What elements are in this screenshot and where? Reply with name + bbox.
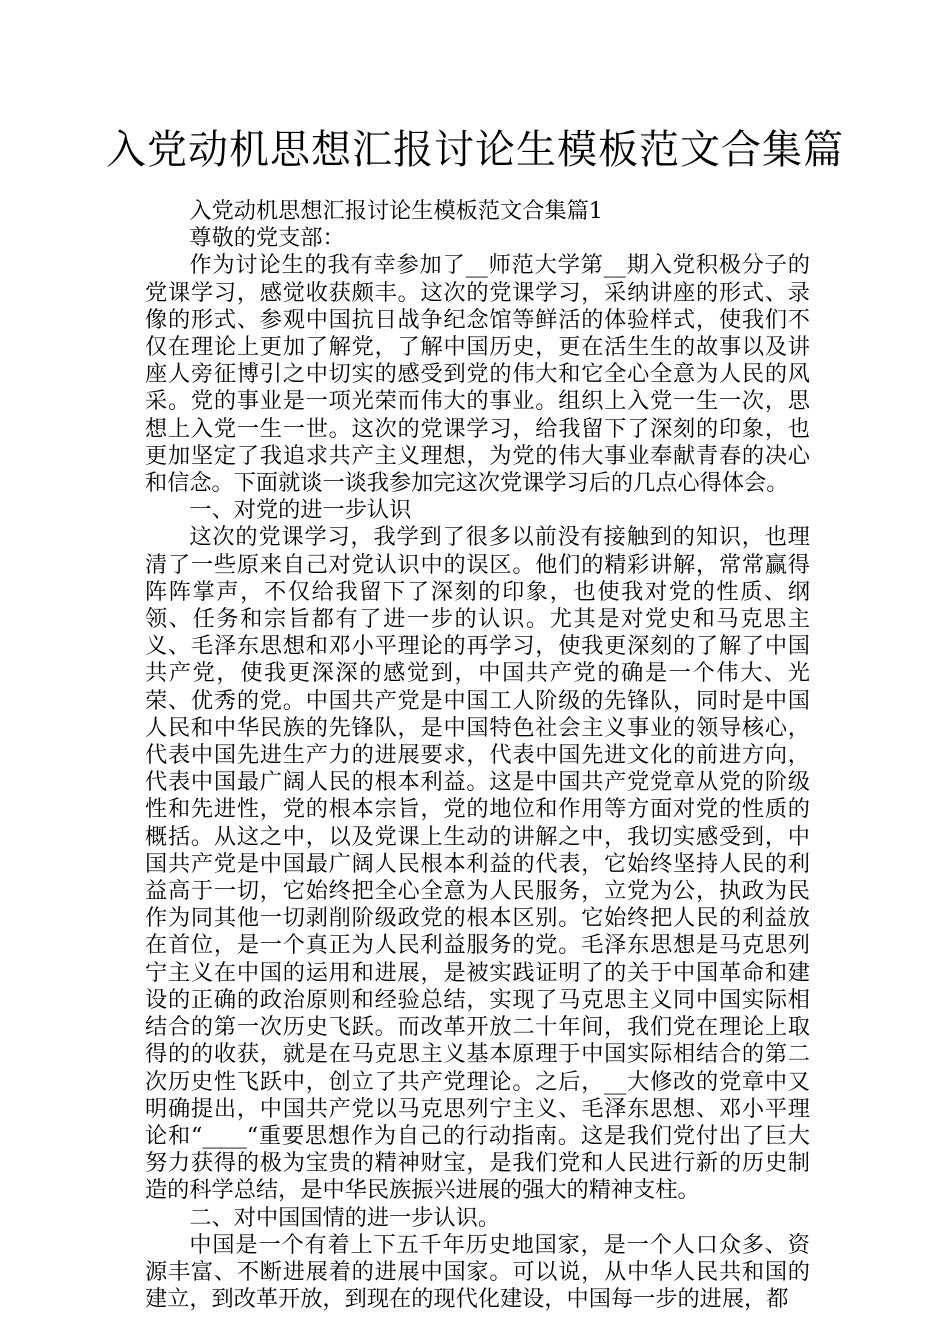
section-2-paragraph: 中国是一个有着上下五千年历史地国家，是一个人口众多、资源丰富、不断进展着的进展中国家。可以说，从中华人民共和国的建立，到改革开放，到现在的现代化建设，中国每一步的进展，都 xyxy=(145,1231,810,1313)
section-heading-2: 二、对中国国情的进一步认识。 xyxy=(189,1204,501,1231)
section-heading-1: 一、对党的进一步认识 xyxy=(189,497,412,524)
document-title: 入党动机思想汇报讨论生模板范文合集篇 xyxy=(106,127,844,173)
document-body xyxy=(145,198,810,1313)
section-1-paragraph: 这次的党课学习，我学到了很多以前没有接触到的知识，也理清了一些原来自己对党认识中的误区。他们的精彩讲解，常常赢得阵阵掌声，不仅给我留下了深刻的印象，也使我对党的性质、纲领、任务和宗旨都有了进一步的认识。尤其是对党史和马克思主义、毛泽东思想和邓小平理论的再学习，使我更深刻的了解了中国共产党，使我更深深的感觉到，中国共产党的确是一个伟大、光荣、优秀的党。中国共产党是中国工人阶级的先锋队，同时是中国人民和中华民族的先锋队，是中国特色社会主义事业的领导核心，代表中国先进生产力的进展要求，代表中国先进文化的前进方向，代表中国最广阔人民的根本利益。这是中国共产党党章从党的阶级性和先进性，党的根本宗旨，党的地位和作用等方面对党的性质的概括。从这之中，以及党课上生动的讲解之中，我切实感受到，中国共产党是中国最广阔人民根本利益的代表，它始终坚持人民的利益高于一切，它始终把全心全意为人民服务，立党为公，执政为民作为同其他一切剥削阶级政党的根本区别。它始终把人民的利益放在首位，是一个真正为人民利益服务的党。毛泽东思想是马克思列宁主义在中国的运用和进展，是被实践证明了的关于中国革命和建设的正确的政治原则和经验总结，实现了马克思主义同中国实际相结合的第一次历史飞跃。而改革开放二十年间，我们党在理论上取得的的收获，就是在马克思主义基本原理于中国实际相结合的第二次历史性飞跃中，创立了共产党理论。之后，__大修改的党章中又明确提出，中国共产党以马克思列宁主义、毛泽东思想、邓小平理论和“____“重要思想作为自己的行动指南。这是我们党付出了巨大努力获得的极为宝贵的精神财宝，是我们党和人民进行新的历史制造的科学总结，是中华民族振兴进展的强大的精神支柱。 xyxy=(145,524,810,1204)
subtitle-paragraph: 入党动机思想汇报讨论生模板范文合集篇1 xyxy=(189,198,603,224)
intro-paragraph: 作为讨论生的我有幸参加了__师范大学第__期入党积极分子的党课学习，感觉收获颇丰。这次的党课学习，采纳讲座的形式、录像的形式、参观中国抗日战争纪念馆等鲜活的体验样式，使我们不仅在理论上更加了解党，了解中国历史，更在活生生的故事以及讲座人旁征博引之中切实的感受到党的伟大和它全心全意为人民的风采。党的事业是一项光荣而伟大的事业。组织上入党一生一次，思想上入党一生一世。这次的党课学习，给我留下了深刻的印象，也更加坚定了我追求共产主义理想，为党的伟大事业奉献青春的决心和信念。下面就谈一谈我参加完这次党课学习后的几点心得体会。 xyxy=(145,252,810,497)
salutation-paragraph: 尊敬的党支部： xyxy=(189,225,345,252)
